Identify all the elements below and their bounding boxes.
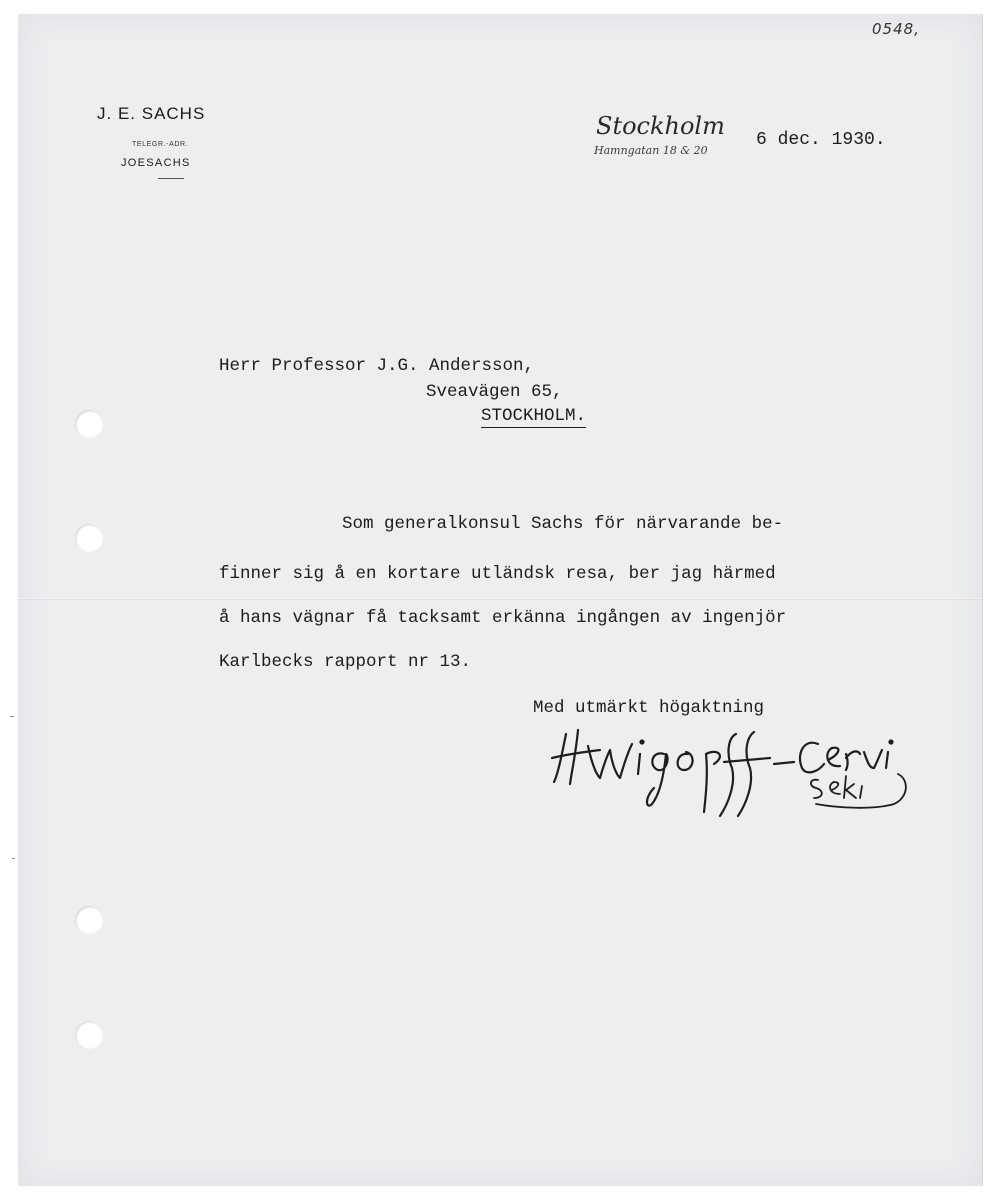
recipient-city: STOCKHOLM. bbox=[481, 406, 587, 426]
closing-phrase: Med utmärkt högaktning bbox=[533, 698, 765, 718]
letterhead-telegram-address: JOESACHS bbox=[121, 157, 191, 169]
recipient-name: Herr Professor J.G. Andersson, bbox=[219, 356, 535, 376]
recipient-street: Sveavägen 65, bbox=[426, 382, 563, 402]
body-line: Som generalkonsul Sachs för närvarande be- bbox=[342, 514, 784, 534]
body-line: Karlbecks rapport nr 13. bbox=[219, 652, 472, 672]
letterhead-city: Stockholm bbox=[596, 112, 725, 140]
archive-reference-number: 0548, bbox=[872, 20, 920, 38]
handwritten-signature bbox=[548, 724, 908, 824]
punch-hole bbox=[75, 1021, 103, 1049]
edge-mark bbox=[12, 858, 15, 859]
letterhead-street: Hamngatan 18 & 20 bbox=[594, 144, 708, 157]
letterhead-company-name: J. E. SACHS bbox=[97, 104, 206, 123]
paper-sheet bbox=[18, 14, 983, 1186]
letter-date: 6 dec. 1930. bbox=[756, 130, 886, 150]
punch-hole bbox=[75, 410, 103, 438]
punch-hole bbox=[75, 906, 103, 934]
edge-mark bbox=[10, 716, 14, 717]
body-line: å hans vägnar få tacksamt erkänna ingången av ingenjör bbox=[219, 608, 787, 628]
body-line: finner sig å en kortare utländsk resa, ber jag härmed bbox=[219, 564, 776, 584]
letterhead-telegram-label: TELEGR.-ADR. bbox=[132, 141, 189, 148]
letterhead-rule bbox=[158, 178, 184, 179]
punch-hole bbox=[75, 524, 103, 552]
paper-fold bbox=[18, 598, 982, 600]
